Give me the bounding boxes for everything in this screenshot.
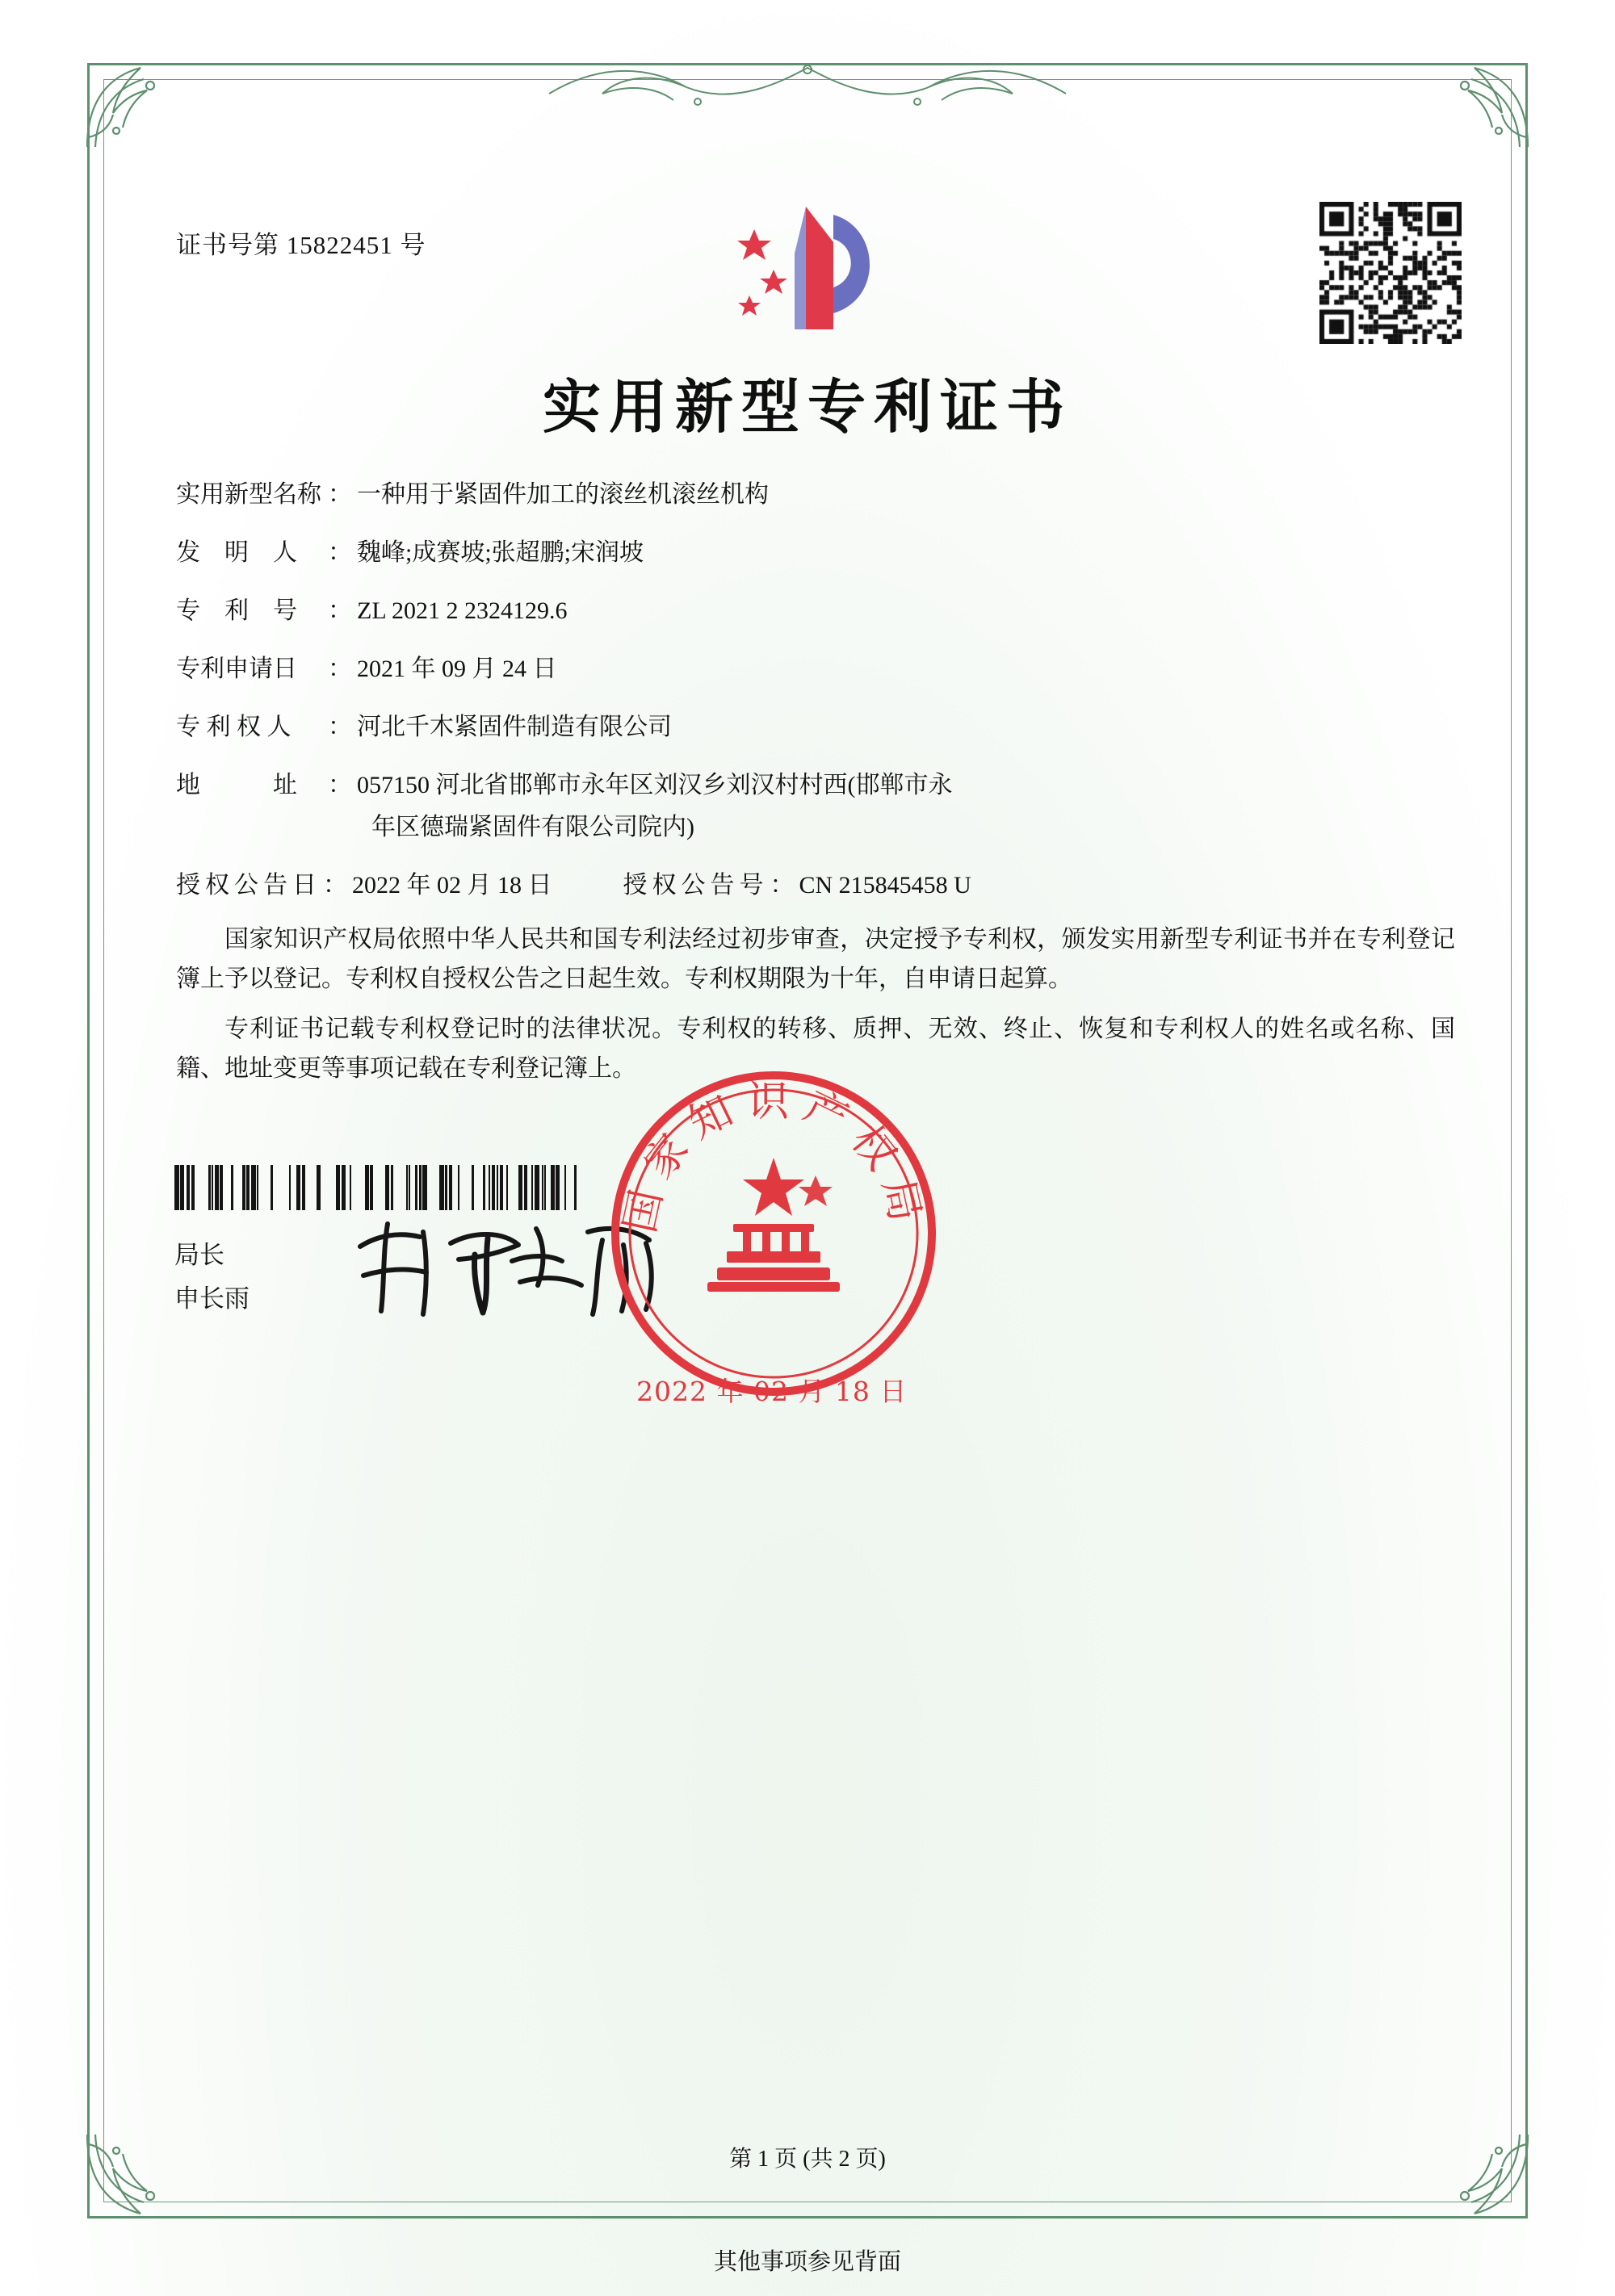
field-row-application-date: [176, 657, 1455, 681]
signature-name: 申长雨: [174, 1284, 250, 1313]
field-label-grant-number: 授权公告号: [623, 872, 769, 899]
field-value-inventor: 魏峰;成赛坡;张超鹏;宋润坡: [357, 539, 644, 566]
paragraph-1: 国家知识产权局依照中华人民共和国专利法经过初步审查，决定授予专利权，颁发实用新型专利证书并在专利登记簿上予以登记。专利权自授权公告之日起生效。专利权期限为十年，自申请日起算。: [176, 926, 1455, 992]
address-line-1: 057150 河北省邯郸市永年区刘汉乡刘汉村村西(邯郸市永: [357, 772, 953, 798]
field-colon: ：: [328, 772, 352, 798]
field-value-address: [357, 773, 1455, 840]
certificate-content: [103, 79, 1512, 2202]
footer-note: 其他事项参见背面: [713, 2249, 901, 2275]
field-grant-number: [623, 874, 971, 898]
field-row-patent-number: [176, 599, 1455, 623]
field-label-inventor: 发 明 人: [176, 539, 297, 566]
field-label-address: 地 址: [176, 772, 297, 798]
field-row-grant: [176, 874, 1455, 898]
field-colon: ：: [323, 872, 347, 899]
field-colon: ：: [328, 656, 352, 682]
address-line-2: 年区德瑞紧固件有限公司院内): [371, 814, 694, 840]
certificate-fields: [176, 483, 1455, 906]
field-colon: ：: [770, 872, 795, 899]
field-label-patent-number: 专 利 号: [176, 597, 297, 624]
field-row-address: [176, 773, 1455, 840]
field-label-utility-model-name: 实用新型名称: [176, 481, 321, 508]
field-label-application-date: 专利申请日: [176, 656, 297, 682]
field-colon: ：: [328, 714, 352, 740]
official-seal-icon: [604, 1064, 943, 1403]
field-grant-date: [176, 874, 552, 898]
field-value-patentee: 河北千木紧固件制造有限公司: [357, 714, 672, 740]
qr-code-icon: [1319, 202, 1462, 344]
signature-role: 局长: [174, 1241, 224, 1269]
page-indicator: 第 1 页 (共 2 页): [729, 2147, 886, 2172]
field-colon: ：: [328, 597, 352, 624]
field-value-grant-date: 2022 年 02 月 18 日: [352, 872, 552, 899]
barcode-icon: [174, 1165, 578, 1210]
page-title: 实用新型专利证书: [542, 372, 1072, 441]
field-label-patentee: 专 利 权 人: [176, 714, 292, 740]
field-value-application-date: 2021 年 09 月 24 日: [357, 656, 557, 682]
field-colon: ：: [328, 539, 352, 566]
cnipa-logo-icon: [711, 192, 904, 346]
field-value-patent-number: ZL 2021 2 2324129.6: [357, 597, 568, 624]
field-row-patentee: [176, 715, 1455, 739]
field-row-name: [176, 483, 1455, 507]
field-label-grant-date: 授权公告日: [176, 872, 321, 899]
field-value-grant-number: CN 215845458 U: [799, 872, 971, 899]
paragraph-2: 专利证书记载专利权登记时的法律状况。专利权的转移、质押、无效、终止、恢复和专利权人的姓名或名称、国籍、地址变更等事项记载在专利登记簿上。: [176, 1016, 1455, 1082]
field-colon: ：: [328, 481, 352, 508]
field-row-inventor: [176, 541, 1455, 565]
field-value-utility-model-name: 一种用于紧固件加工的滚丝机滚丝机构: [357, 481, 769, 508]
svg-text:国家知识产权局: 国家知识产权局: [615, 1078, 932, 1238]
seal-date: 2022 年 02 月 18 日: [636, 1376, 908, 1407]
certificate-number: 证书号第 15822451 号: [176, 231, 426, 259]
signature-block: [174, 1234, 250, 1322]
